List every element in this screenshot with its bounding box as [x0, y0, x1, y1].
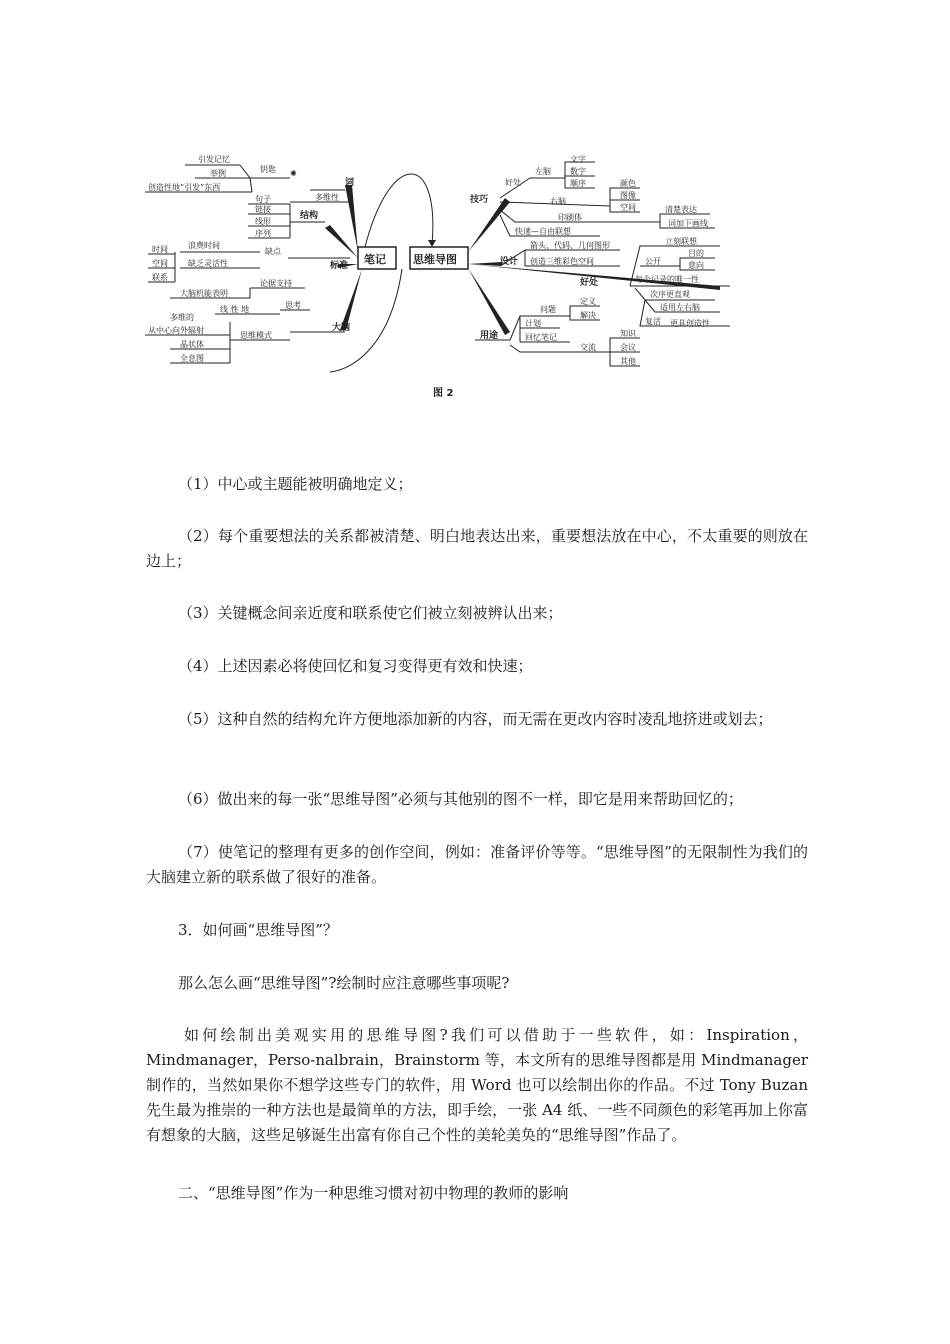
label-jihua: 计划	[525, 319, 541, 328]
label-chuangzaoxing: 更具创造性	[670, 319, 710, 328]
paragraph-1: （1）中心或主题能被明确地定义；	[178, 475, 413, 493]
label-shunxu: 顺序	[570, 179, 586, 188]
label-xiahuaxian: 词加下画线	[668, 219, 708, 228]
label-xulie: 序列	[255, 229, 271, 238]
label-wenti: 问题	[540, 305, 556, 314]
label-sanwei: 创造三维彩色空间	[530, 257, 594, 266]
label-zuonao: 左脑	[535, 167, 551, 176]
label-yinfa: 引发记忆	[198, 155, 230, 164]
heading-3: 3．如何画“思维导图”？	[178, 921, 338, 939]
label-duoweixing: 多维性	[315, 193, 339, 202]
label-yanse: 颜色	[620, 179, 636, 188]
label-wenzi: 文字	[570, 155, 586, 164]
label-quedian: 缺点	[265, 247, 281, 256]
label-haochu-2: 好处	[580, 278, 599, 288]
bottom-arrow	[330, 269, 402, 372]
label-fushe: 从中心向外辐射	[148, 326, 204, 335]
label-danao-biaoming: 大脑机能表明	[180, 289, 228, 298]
label-huiyi: 会议	[620, 343, 636, 352]
label-ci: 词	[345, 178, 355, 188]
label-gongkai: 公开	[645, 257, 661, 266]
label-chuangzao: 创造性地“引发”东西	[148, 183, 221, 192]
section-heading-2: 二、“思维导图”作为一种思维习惯对初中物理的教师的影响	[178, 1184, 569, 1202]
paragraph-3: （3）关键概念间亲近度和联系使它们被立刻被辨认出来；	[178, 604, 563, 622]
paragraph-8: 如何绘制出美观实用的思维导图?我们可以借助于一些软件，如：Inspiration，Mindmanager，Perso-nalbrain，Brainstorm 等，本文所有的思维导图都是用 Mindmanager 制作的，当然如果你不想学这些专门的软件，用 Word 也可以绘制出你的作品。不过 Tony Buzan 先生最为推崇的一种方法也是最简单的方法，即手绘，一张 A4 纸、一些不同颜色的彩笔再加上你富有想象的大脑，这些足够诞生出富有你自己个性的美轮美奂的“思维导图”作品了。	[146, 1026, 808, 1144]
label-qingchu: 清楚表达	[665, 205, 697, 214]
label-zhishi: 知识	[620, 329, 636, 338]
label-duoweide: 多维的	[170, 313, 194, 322]
label-yaoshi: 钥匙	[260, 165, 276, 174]
top-arrow	[365, 174, 433, 247]
label-cixu: 次序更直观	[650, 290, 690, 299]
paragraph-4: （4）上述因素必将使回忆和复习变得更有效和快速；	[178, 657, 533, 675]
label-jingzhuangti: 晶状体	[180, 340, 204, 349]
label-kongjian: 空间	[152, 259, 168, 268]
label-quanxitu: 全息图	[180, 354, 204, 363]
label-huiyi-biji: 回忆笔记	[525, 333, 557, 342]
label-jiaoliu: 交流	[580, 343, 596, 352]
label-lianxi: 联系	[152, 273, 168, 282]
label-kongjian-r: 空间	[620, 203, 636, 212]
label-mudi: 目的	[688, 249, 704, 258]
label-yinshuati: 印刷体	[558, 213, 582, 222]
label-quefa: 缺乏灵活性	[188, 259, 228, 268]
label-younao: 右脑	[550, 197, 566, 206]
label-jiqiao: 技巧	[470, 195, 489, 205]
mind-map-figure	[140, 140, 740, 405]
label-xianxingdi: 线 性 地	[220, 305, 250, 314]
paragraph-5: （5）这种自然的结构允许方便地添加新的内容，而无需在更改内容时凌乱地挤进或划去；	[178, 710, 773, 728]
center-right-label: 思维导图	[413, 253, 457, 266]
label-dingyi: 定义	[580, 297, 596, 306]
label-qita: 其他	[620, 357, 636, 366]
label-langfei: 浪费时间	[188, 241, 220, 250]
paragraph-6: （6）做出来的每一张“思维导图”必须与其他别的图不一样，即它是用来帮助回忆的；	[178, 790, 743, 808]
label-haochu-1: 好处	[505, 178, 521, 187]
label-sikao: 思考	[285, 301, 301, 310]
label-danao: 大脑	[332, 323, 351, 333]
label-lunju: 论据支持	[260, 279, 292, 288]
label-juli: 举例	[210, 169, 226, 178]
label-yixiang: 意向	[688, 261, 704, 270]
center-left-label: 笔记	[364, 253, 386, 266]
label-xianxing1: 线形	[255, 217, 271, 226]
label-like-lianxiang: 立刻联想	[665, 237, 697, 246]
label-jiejue: 解决	[580, 311, 596, 320]
question-paragraph: 那么怎么画“思维导图”?绘制时应注意哪些事项呢?	[178, 974, 510, 992]
sun-icon: ✺	[290, 169, 297, 178]
label-sheji: 设计	[500, 257, 519, 267]
figure-caption: 图 2	[433, 388, 454, 399]
label-shuzi: 数字	[570, 167, 586, 176]
label-fuhuo: 复活	[645, 317, 661, 326]
paragraph-7: （7）使笔记的整理有更多的创作空间，例如：准备评价等等。“思维导图”的无限制性为我们的大脑建立新的联系做了很好的准备。	[146, 843, 808, 886]
label-tuxiang: 图像	[620, 191, 636, 200]
label-jiegou: 结构	[300, 211, 319, 221]
label-yongtu: 用途	[480, 331, 499, 341]
label-kuaisu: 快速—自由联想	[515, 227, 571, 236]
label-biaozhun: 标准	[330, 261, 349, 271]
label-shiyong: 适用左右脑	[660, 303, 700, 312]
label-shijian: 时间	[152, 245, 168, 254]
label-jiantou: 箭头、代码、几何图形	[530, 241, 610, 250]
paragraph-2: （2）每个重要想法的关系都被清楚、明白地表达出来，重要想法放在中心，不太重要的则放在边上；	[146, 527, 808, 570]
label-siweimoshi: 思维模式	[240, 331, 272, 340]
label-lianjie: 链接	[255, 205, 271, 214]
label-juzi: 句子	[255, 195, 271, 204]
label-weiyixing: 每个记录的唯一性	[635, 275, 699, 284]
